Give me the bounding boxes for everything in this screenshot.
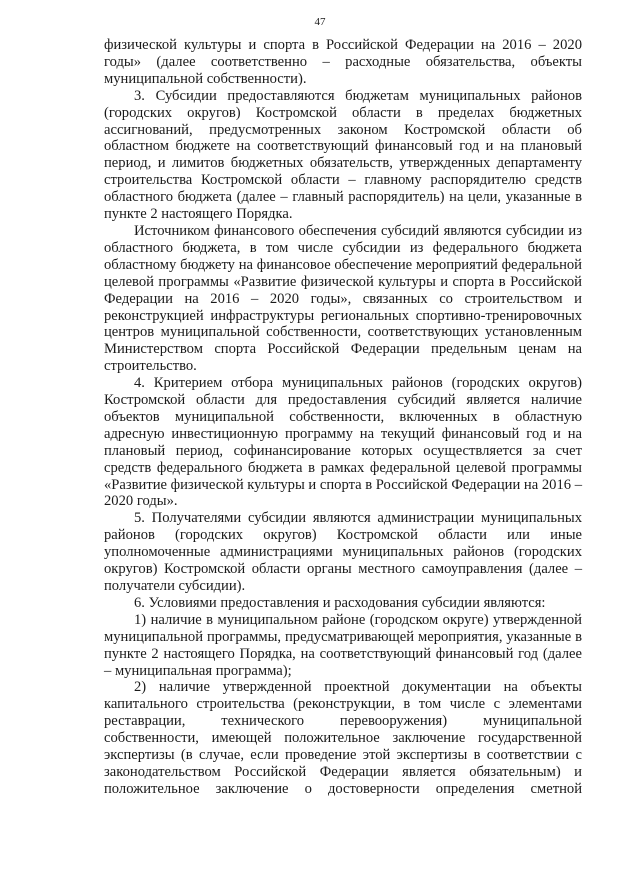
- paragraph-item-6: 6. Условиями предоставления и расходования субсидии являются:: [134, 594, 546, 611]
- paragraph-condition-1: 1) наличие в муниципальном районе (городском округе) утвержденной муниципальной программы, предусматривающей мероприятия, указанные в пункте 2 настоящего Порядка, на соответствующий финансовый год (далее – муниципальная программа);: [104, 611, 582, 679]
- paragraph-continuation: физической культуры и спорта в Российской Федерации на 2016 – 2020 годы» (далее соответственно – расходные обязательства, объекты муниципальной собственности).: [104, 37, 582, 87]
- paragraph-item-3: 3. Субсидии предоставляются бюджетам муниципальных районов (городских округов) Костромской области в пределах бюджетных ассигнований, предусмотренных законом Костромской области об областном бюджете на соответствующий финансовый год и на плановый период, и лимитов бюджетных обязательств, утвержденных департаменту строительства Костромской области – главному распорядителю средств областного бюджета (далее – главный распорядитель) на цели, указанные в пункте 2 настоящего Порядка.: [104, 87, 582, 223]
- document-body: [104, 37, 582, 798]
- page-number: 47: [314, 16, 326, 28]
- paragraph-item-5: 5. Получателями субсидии являются администрации муниципальных районов (городских округов) Костромской области или иные уполномоченные администрациями муниципальных районов (городских округов) Костромской области органы местного самоуправления (далее – получатели субсидии).: [104, 510, 582, 594]
- paragraph-item-4: 4. Критерием отбора муниципальных районов (городских округов) Костромской области для предоставления субсидий является наличие объектов муниципальной собственности, включенных в областную адресную инвестиционную программу на текущий финансовый год и на плановый период, софинансирование которых осуществляется за счет средств федерального бюджета в рамках федеральной целевой программы «Развитие физической культуры и спорта в Российской Федерации на 2016 – 2020 годы».: [104, 375, 583, 510]
- paragraph-condition-2: 2) наличие утвержденной проектной документации на объекты капитального строительства (реконструкции, в том числе с элементами реставрации, технического перевооружения) муниципальной собственности, имеющей положительное заключение государственной экспертизы (в случае, если проведение этой экспертизы в соответствии с законодательством Российской Федерации является обязательным) и положительное заключение о достоверности определения сметной: [104, 679, 582, 797]
- paragraph-funding-source: Источником финансового обеспечения субсидий являются субсидии из областного бюджета, в том числе субсидии из федерального бюджета областному бюджету на финансовое обеспечение мероприятий федеральной целевой программы «Развитие физической культуры и спорта в Российской Федерации на 2016 – 2020 годы», связанных со строительством и реконструкцией инфраструктуры региональных спортивно-тренировочных центров муниципальной собственности, соответствующих установленным Министерством спорта Российской Федерации предельным ценам на строительство.: [104, 222, 582, 375]
